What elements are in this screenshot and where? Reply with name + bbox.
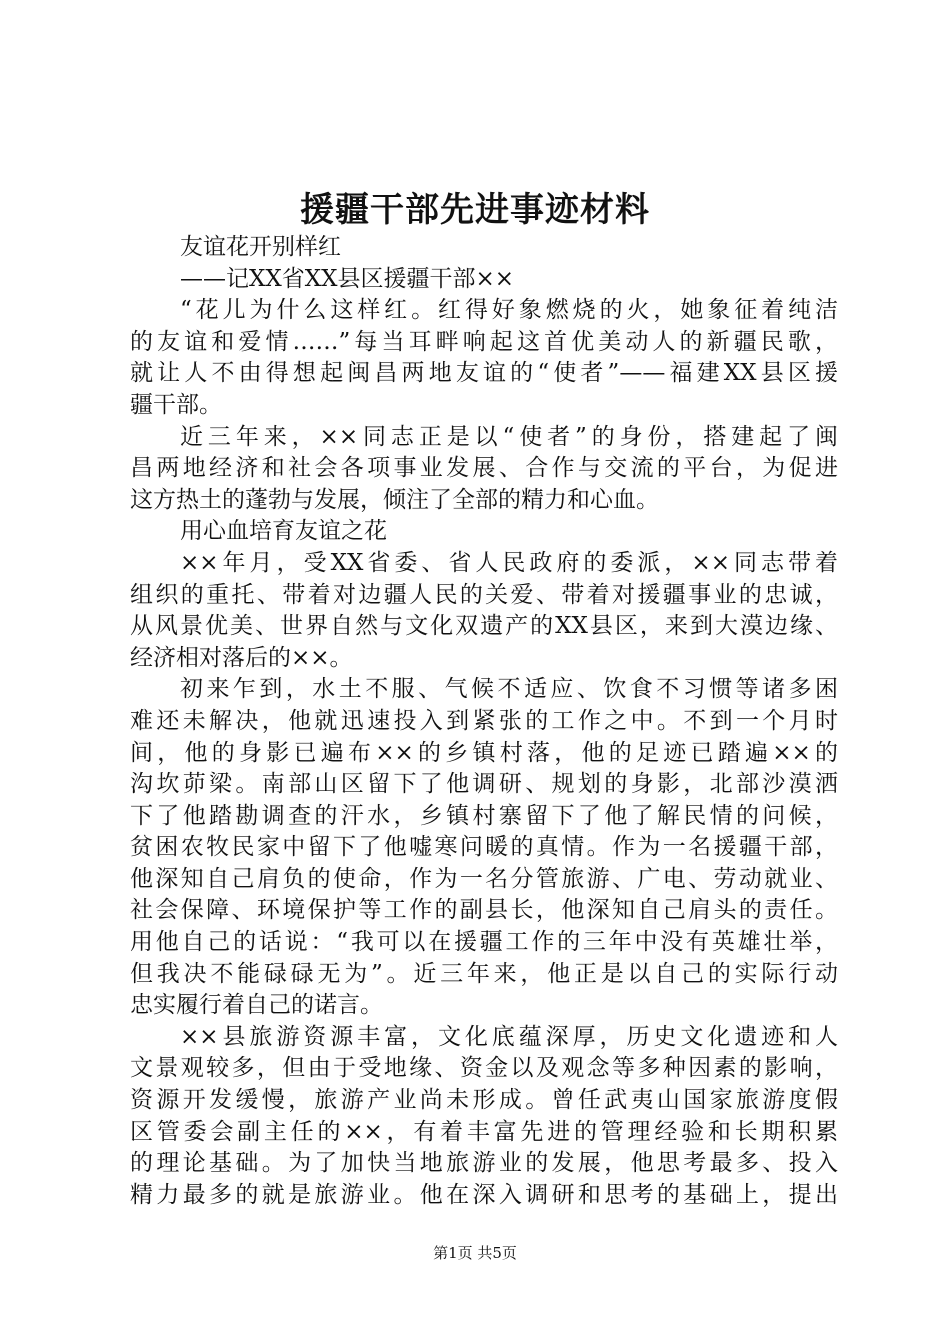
body-line: 的理论基础。为了加快当地旅游业的发展，他思考最多、投入: [130, 1150, 838, 1177]
body-line: 这方热土的蓬勃与发展，倾注了全部的精力和心血。: [130, 486, 659, 513]
body-line: ——记XX省XX县区援疆干部××: [180, 265, 515, 292]
body-line: 近三年来，××同志正是以“使者”的身份，搭建起了闽: [180, 423, 838, 450]
body-line: 友谊花开别样红: [180, 234, 341, 260]
body-line: 的友谊和爱情……”每当耳畔响起这首优美动人的新疆民歌，: [130, 328, 838, 355]
body-line: 用他自己的话说：“我可以在援疆工作的三年中没有英雄壮举，: [130, 929, 838, 956]
body-line: 经济相对落后的××。: [130, 644, 353, 671]
body-line: 精力最多的就是旅游业。他在深入调研和思考的基础上，提出: [130, 1181, 838, 1208]
body-line: 初来乍到，水土不服、气候不适应、饮食不习惯等诸多困: [180, 676, 838, 703]
body-line: 难还未解决，他就迅速投入到紧张的工作之中。不到一个月时: [130, 707, 838, 734]
body-line: ××县旅游资源丰富，文化底蕴深厚，历史文化遗迹和人: [180, 1023, 838, 1050]
body-line: 文景观较多，但由于受地缘、资金以及观念等多种因素的影响，: [130, 1055, 838, 1082]
body-line: 下了他踏勘调查的汗水，乡镇村寨留下了他了解民情的问候，: [130, 802, 838, 829]
body-line: 资源开发缓慢，旅游产业尚未形成。曾任武夷山国家旅游度假: [130, 1087, 838, 1114]
body-line: 他深知自己肩负的使命，作为一名分管旅游、广电、劳动就业、: [130, 865, 838, 892]
body-line: 昌两地经济和社会各项事业发展、合作与交流的平台，为促进: [130, 455, 838, 482]
body-line: 间，他的身影已遍布××的乡镇村落，他的足迹已踏遍××的: [130, 739, 838, 766]
body-line: 沟坎茆梁。南部山区留下了他调研、规划的身影，北部沙漠洒: [130, 771, 838, 798]
body-line: 从风景优美、世界自然与文化双遗产的XX县区，来到大漠边缘、: [130, 613, 838, 640]
body-line: 社会保障、环境保护等工作的副县长，他深知自己肩头的责任。: [130, 897, 838, 924]
body-line: “花儿为什么这样红。红得好象燃烧的火，她象征着纯洁: [180, 297, 838, 324]
document-title: 援疆干部先进事迹材料: [300, 190, 650, 230]
body-line: 组织的重托、带着对边疆人民的关爱、带着对援疆事业的忠诚，: [130, 581, 838, 608]
body-line: 用心血培育友谊之花: [180, 518, 387, 545]
body-line: 贫困农牧民家中留下了他嘘寒问暖的真情。作为一名援疆干部，: [130, 834, 838, 861]
body-line: ××年月，受XX省委、省人民政府的委派，××同志带着: [180, 549, 838, 576]
document-body: [130, 232, 838, 1211]
body-line: 区管委会副主任的××，有着丰富先进的管理经验和长期积累: [130, 1118, 838, 1145]
body-line: 忠实履行着自己的诺言。: [130, 992, 383, 1019]
body-line: 但我决不能碌碌无为”。近三年来，他正是以自己的实际行动: [130, 960, 838, 987]
page-number: 第1页 共5页: [433, 1244, 517, 1262]
body-line: 就让人不由得想起闽昌两地友谊的“使者”——福建XX县区援: [130, 360, 838, 387]
body-line: 疆干部。: [130, 391, 222, 418]
